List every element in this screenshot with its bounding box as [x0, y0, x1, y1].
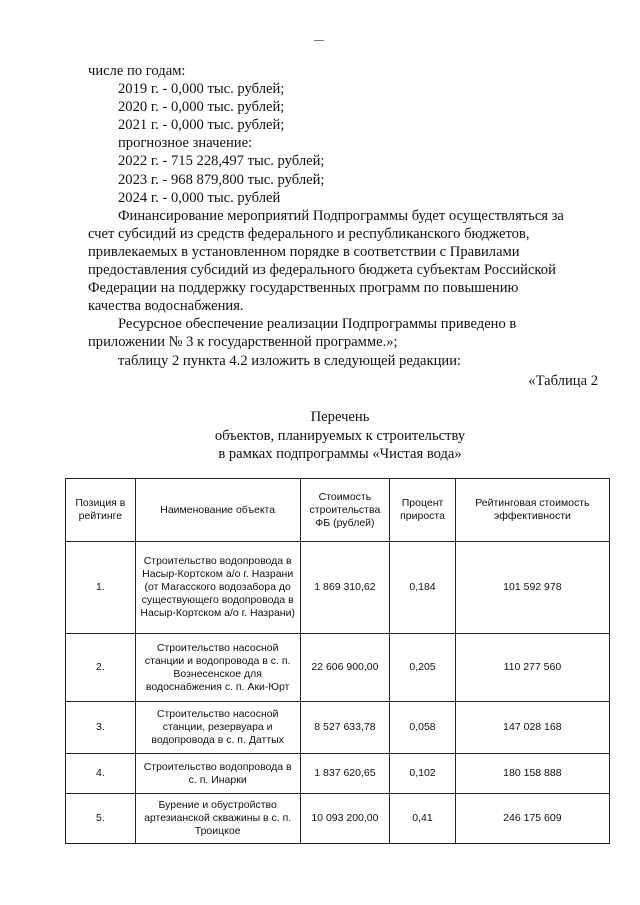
- paragraph-line: Ресурсное обеспечение реализации Подпрограммы приведено в: [118, 316, 517, 333]
- cell-object-name: Строительство насосной станции и водопровода в с. п. Вознесенское для водоснабжения с. п. Аки-Юрт: [135, 634, 300, 702]
- paragraph-line: предоставления субсидий из федерального бюджета субъектам Российской: [88, 262, 556, 279]
- cell-cost: 1 869 310,62: [300, 542, 390, 634]
- text-line: 2023 г. - 968 879,800 тыс. рублей;: [118, 171, 325, 188]
- cell-rating: 246 175 609: [455, 794, 609, 844]
- text-line: 2024 г. - 0,000 тыс. рублей: [118, 189, 281, 206]
- cell-growth: 0,102: [390, 754, 455, 794]
- table-row: [66, 634, 610, 702]
- table-heading: [140, 408, 540, 464]
- cell-rating: 180 158 888: [455, 754, 609, 794]
- text-line: 2020 г. - 0,000 тыс. рублей;: [118, 99, 285, 116]
- paragraph-line: счет субсидий из средств федерального и республиканского бюджетов,: [88, 225, 530, 242]
- cell-cost: 22 606 900,00: [300, 634, 390, 702]
- scan-mark: [314, 40, 324, 41]
- text-line: 2021 г. - 0,000 тыс. рублей;: [118, 117, 285, 134]
- body-text: [88, 62, 598, 370]
- cell-cost: 1 837 620,65: [300, 754, 390, 794]
- paragraph-line: привлекаемых в установленном порядке в соответствии с Правилами: [88, 243, 520, 260]
- heading-line: в рамках подпрограммы «Чистая вода»: [218, 446, 462, 462]
- paragraph-line: Федерации на поддержку государственных программ по повышению: [88, 280, 519, 297]
- cell-cost: 8 527 633,78: [300, 702, 390, 754]
- cell-object-name: Строительство водопровода в с. п. Инарки: [135, 754, 300, 794]
- cell-rating: 101 592 978: [455, 542, 609, 634]
- cell-rating: 147 028 168: [455, 702, 609, 754]
- paragraph-line: таблицу 2 пункта 4.2 изложить в следующей редакции:: [118, 352, 462, 369]
- cell-growth: 0,41: [390, 794, 455, 844]
- text-line: прогнозное значение:: [118, 135, 253, 152]
- paragraph-line: Финансирование мероприятий Подпрограммы будет осуществляться за: [118, 207, 564, 224]
- cell-cost: 10 093 200,00: [300, 794, 390, 844]
- cell-object-name: Строительство насосной станции, резервуара и водопровода в с. п. Даттых: [135, 702, 300, 754]
- table-row: [66, 754, 610, 794]
- cell-position: 5.: [66, 794, 136, 844]
- cell-object-name: Строительство водопровода в Насыр-Кортском а/о г. Назрани (от Магасского водозабора до существующего водопровода в Насыр-Кортском а/о г. Назрани): [135, 542, 300, 634]
- header-growth: Процент прироста: [390, 479, 455, 542]
- table-row: [66, 702, 610, 754]
- cell-growth: 0,058: [390, 702, 455, 754]
- text-line: числе по годам:: [88, 63, 186, 79]
- cell-position: 2.: [66, 634, 136, 702]
- cell-rating: 110 277 560: [455, 634, 609, 702]
- header-rating: Рейтинговая стоимость эффективности: [455, 479, 609, 542]
- table-row: [66, 542, 610, 634]
- heading-line: объектов, планируемых к строительству: [214, 427, 466, 444]
- header-position: Позиция в рейтинге: [66, 479, 136, 542]
- paragraph-line: качества водоснабжения.: [88, 298, 244, 315]
- cell-position: 3.: [66, 702, 136, 754]
- table-header-row: [66, 479, 610, 542]
- cell-object-name: Бурение и обустройство артезианской скважины в с. п. Троицкое: [135, 794, 300, 844]
- cell-growth: 0,205: [390, 634, 455, 702]
- cell-position: 1.: [66, 542, 136, 634]
- heading-line: Перечень: [310, 409, 370, 425]
- objects-table: [65, 478, 610, 844]
- text-line: 2019 г. - 0,000 тыс. рублей;: [118, 81, 285, 98]
- cell-position: 4.: [66, 754, 136, 794]
- table-row: [66, 794, 610, 844]
- header-cost: Стоимость строительства ФБ (рублей): [300, 479, 390, 542]
- text-line: 2022 г. - 715 228,497 тыс. рублей;: [118, 153, 325, 170]
- header-object-name: Наименование объекта: [135, 479, 300, 542]
- paragraph-line: приложении № 3 к государственной программе.»;: [88, 334, 398, 351]
- cell-growth: 0,184: [390, 542, 455, 634]
- table-label: «Таблица 2: [528, 373, 598, 389]
